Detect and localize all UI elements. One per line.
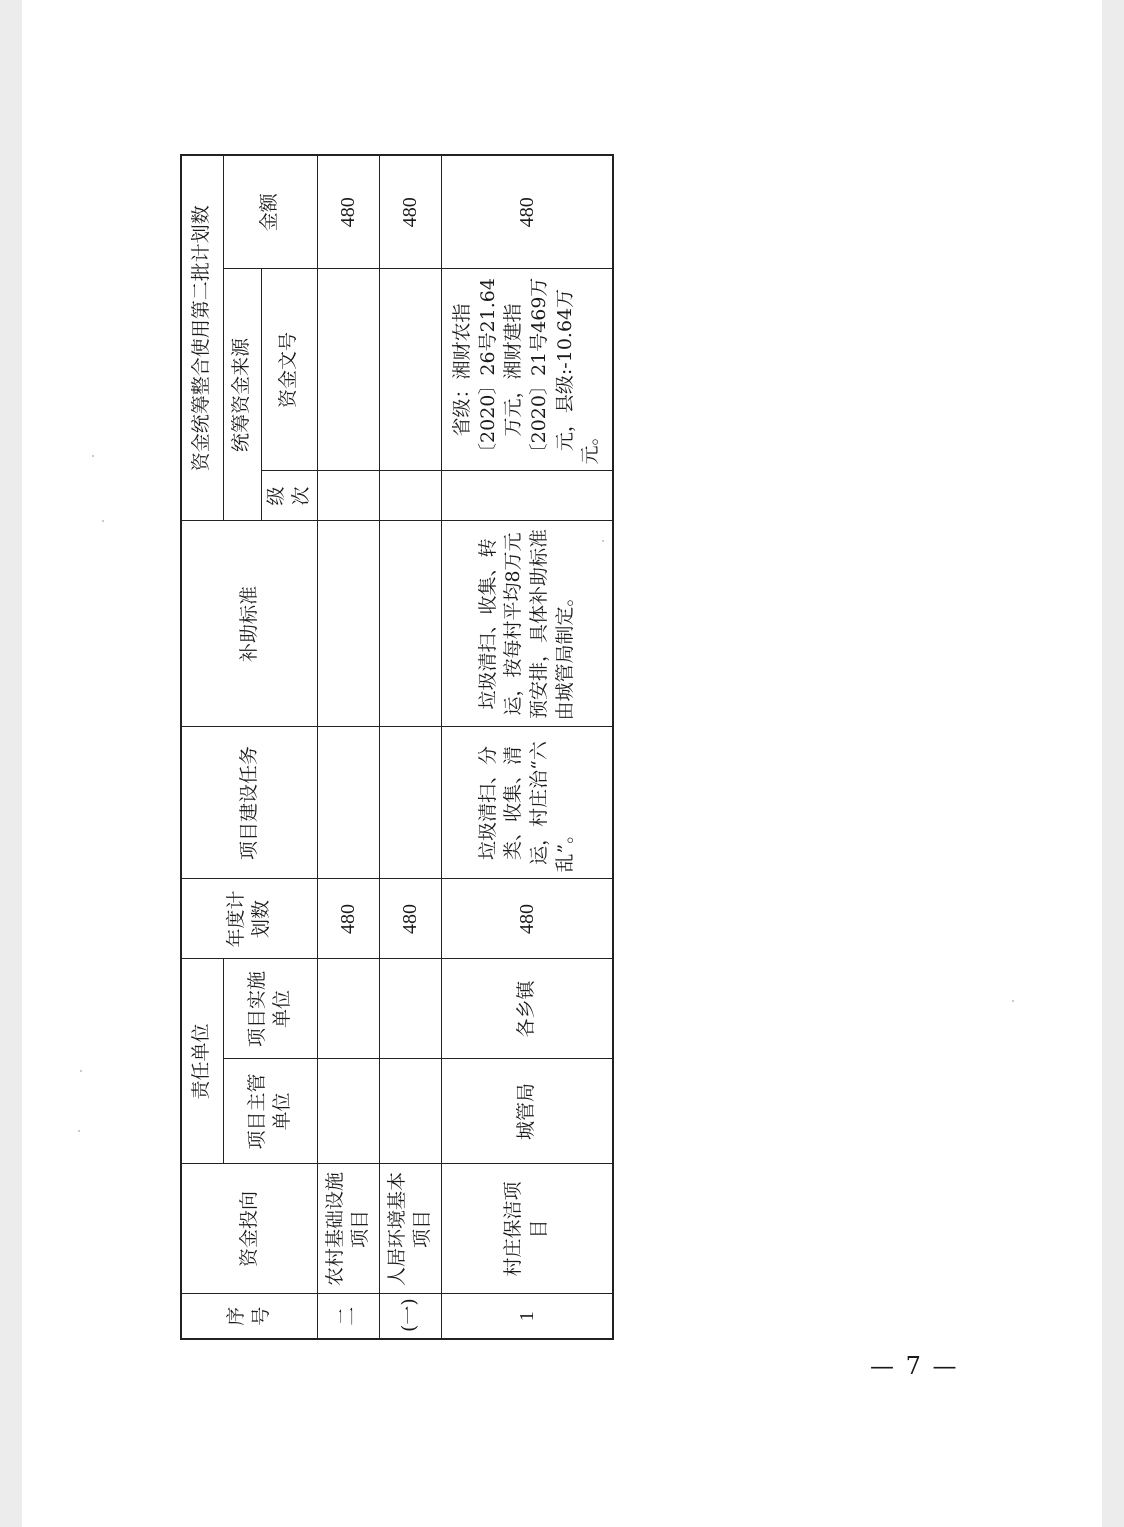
scan-speck bbox=[78, 1130, 80, 1132]
cell-amount: 480 bbox=[441, 155, 613, 269]
cell-amount: 480 bbox=[379, 155, 441, 269]
cell-subsidy bbox=[379, 521, 441, 727]
fund-plan-table bbox=[180, 154, 614, 1340]
cell-task: 垃圾清扫、分类、收集、清运，村庄治“六乱”。 bbox=[441, 727, 613, 879]
cell-direction: 人居环境基本项目 bbox=[379, 1164, 441, 1294]
cell-doc: 省级：湘财农指〔2020〕26号21.64万元，湘财建指〔2020〕21号469万元，县级:-10.64万元。 bbox=[441, 269, 613, 471]
cell-main-unit: 城管局 bbox=[441, 1059, 613, 1164]
scan-speck bbox=[1012, 1000, 1014, 1002]
rotated-table-container bbox=[180, 156, 602, 1340]
cell-seq: (一) bbox=[379, 1294, 441, 1339]
header-annual-plan: 年度计划数 bbox=[181, 879, 317, 959]
cell-annual: 480 bbox=[379, 879, 441, 959]
cell-task bbox=[317, 727, 379, 879]
scan-speck bbox=[92, 455, 94, 457]
cell-seq: 二 bbox=[317, 1294, 379, 1339]
header-level: 级次 bbox=[261, 471, 317, 521]
table-row bbox=[317, 155, 379, 1339]
cell-impl-unit bbox=[379, 959, 441, 1059]
header-seq: 序号 bbox=[181, 1294, 317, 1339]
cell-level bbox=[317, 471, 379, 521]
document-page bbox=[22, 0, 1102, 1527]
header-doc-no: 资金文号 bbox=[261, 269, 317, 471]
header-resp-impl: 项目实施单位 bbox=[223, 959, 317, 1059]
header-fund-source: 统筹资金来源 bbox=[223, 269, 261, 521]
scan-speck bbox=[602, 540, 604, 542]
cell-doc bbox=[317, 269, 379, 471]
cell-task bbox=[379, 727, 441, 879]
header-amount: 金额 bbox=[223, 155, 317, 269]
cell-seq: 1 bbox=[441, 1294, 613, 1339]
header-subsidy: 补助标准 bbox=[181, 521, 317, 727]
cell-level bbox=[441, 471, 613, 521]
header-direction: 资金投向 bbox=[181, 1164, 317, 1294]
header-responsible: 责任单位 bbox=[181, 959, 223, 1164]
header-resp-main: 项目主管单位 bbox=[223, 1059, 317, 1164]
cell-main-unit bbox=[379, 1059, 441, 1164]
cell-level bbox=[379, 471, 441, 521]
header-task: 项目建设任务 bbox=[181, 727, 317, 879]
cell-amount: 480 bbox=[317, 155, 379, 269]
header-fund-plan: 资金统筹整合使用第二批计划数 bbox=[181, 155, 223, 521]
table-row bbox=[441, 155, 613, 1339]
cell-annual: 480 bbox=[441, 879, 613, 959]
cell-impl-unit bbox=[317, 959, 379, 1059]
table-row bbox=[379, 155, 441, 1339]
cell-direction: 农村基础设施项目 bbox=[317, 1164, 379, 1294]
cell-main-unit bbox=[317, 1059, 379, 1164]
scan-speck bbox=[102, 520, 104, 522]
scan-speck bbox=[80, 1070, 82, 1072]
cell-doc bbox=[379, 269, 441, 471]
cell-impl-unit: 各乡镇 bbox=[441, 959, 613, 1059]
cell-direction: 村庄保洁项 目 bbox=[441, 1164, 613, 1294]
cell-annual: 480 bbox=[317, 879, 379, 959]
page-number: — 7 — bbox=[870, 1352, 959, 1380]
cell-subsidy: 垃圾清扫、收集、转运，按每村平均8万元预安排，具体补助标准由城管局制定。 bbox=[441, 521, 613, 727]
cell-subsidy bbox=[317, 521, 379, 727]
